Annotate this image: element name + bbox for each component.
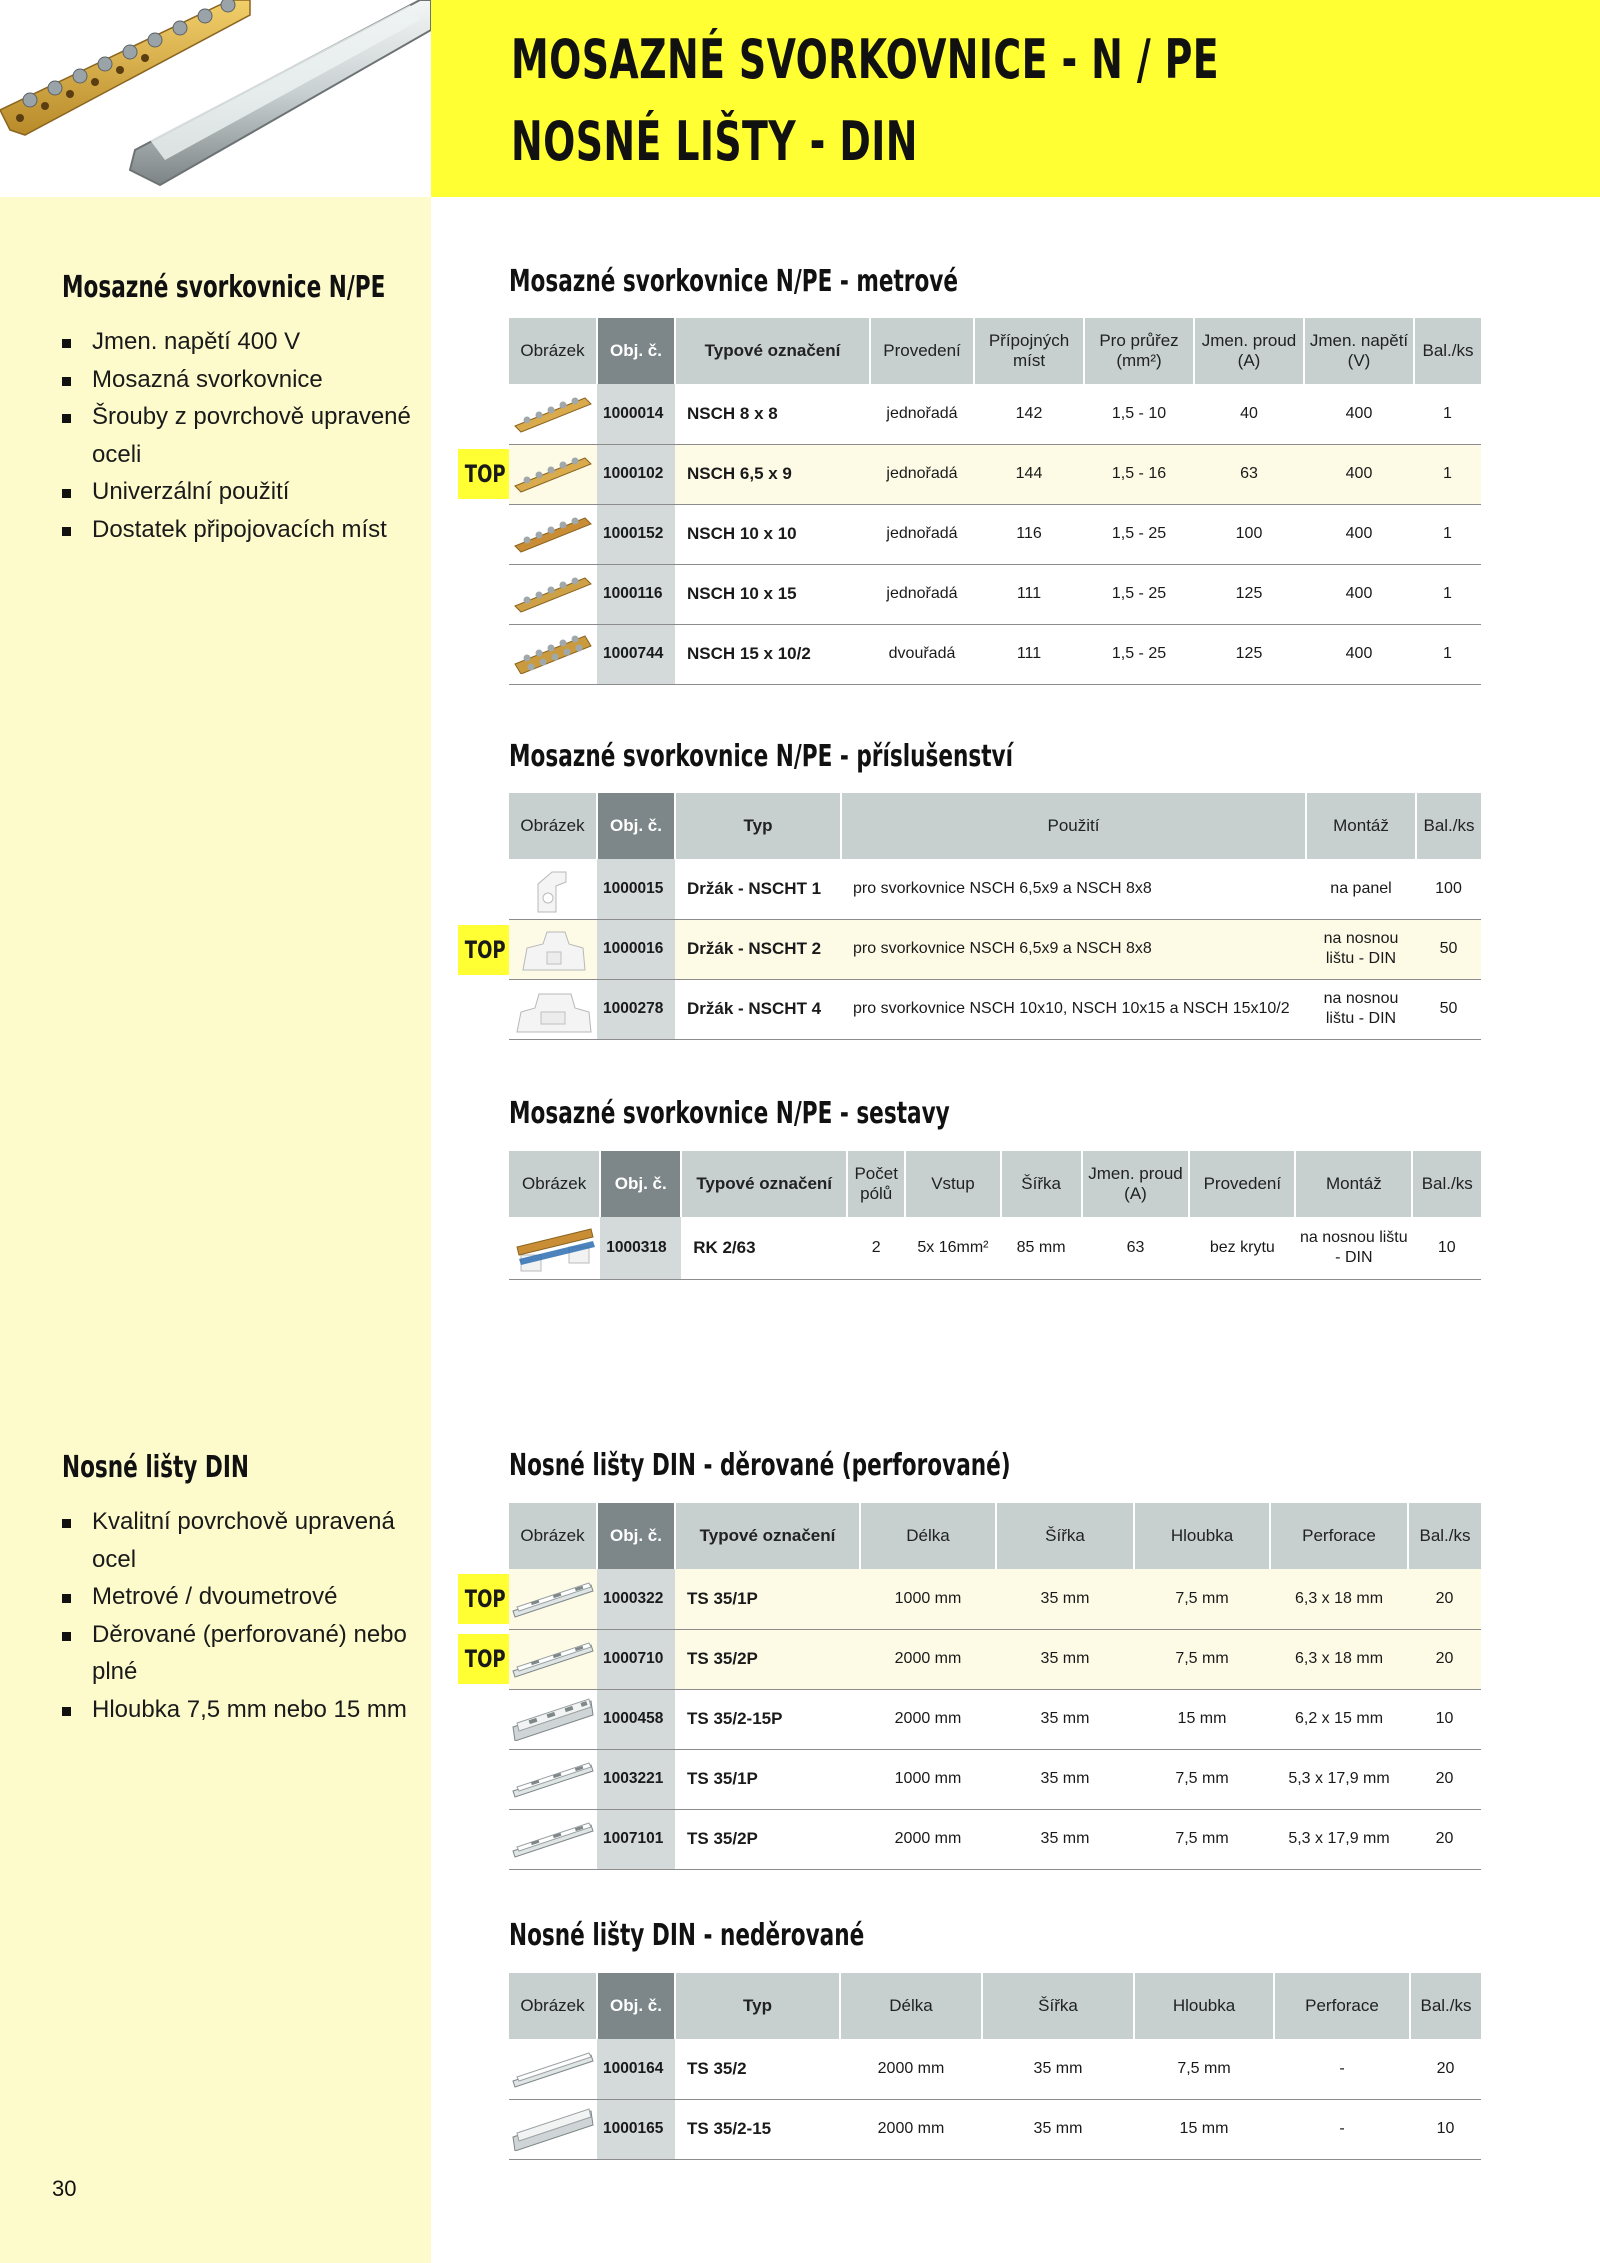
table-row — [509, 1809, 1481, 1869]
table-row — [509, 2099, 1481, 2159]
table-row — [509, 1629, 1481, 1689]
col-header: Délka — [840, 1973, 982, 2039]
table-row — [509, 1749, 1481, 1809]
section-title-sestavy: Mosazné svorkovnice N/PE - sestavy — [509, 1096, 950, 1131]
col-header: Obrázek — [509, 318, 597, 384]
bullet-item: Dostatek připojovacích míst — [62, 511, 422, 549]
cell: 7,5 mm — [1134, 1629, 1270, 1689]
col-header: Bal./ks — [1408, 1503, 1481, 1569]
type-designation: Držák - NSCHT 1 — [675, 859, 841, 919]
col-header: Šířka — [982, 1973, 1134, 2039]
col-header: Šířka — [1001, 1151, 1082, 1217]
order-number: 1000744 — [597, 624, 675, 684]
product-thumbnail — [509, 919, 597, 979]
cell: 5,3 x 17,9 mm — [1270, 1749, 1408, 1809]
cell: 6,3 x 18 mm — [1270, 1629, 1408, 1689]
col-header: Pro průřez (mm²) — [1084, 318, 1194, 384]
cell: 35 mm — [982, 2099, 1134, 2159]
cell: 6,2 x 15 mm — [1270, 1689, 1408, 1749]
col-header: Přípojných míst — [974, 318, 1084, 384]
cell: 2000 mm — [840, 2039, 982, 2099]
order-number: 1000015 — [597, 859, 675, 919]
cell: 100 — [1194, 504, 1304, 564]
din-rail-icon — [511, 1639, 595, 1679]
col-header: Obj. č. — [600, 1151, 681, 1217]
col-header: Bal./ks — [1410, 1973, 1481, 2039]
cell: 10 — [1410, 2099, 1481, 2159]
type-designation: NSCH 10 x 15 — [675, 564, 870, 624]
order-number: 1000318 — [600, 1217, 681, 1279]
table-prislusenstvi — [509, 793, 1481, 1040]
col-header: Perforace — [1270, 1503, 1408, 1569]
bullet-item: Univerzální použití — [62, 473, 422, 511]
cell: 6,3 x 18 mm — [1270, 1569, 1408, 1629]
cell: 50 — [1416, 919, 1481, 979]
cell: 100 — [1416, 859, 1481, 919]
cell: 7,5 mm — [1134, 1809, 1270, 1869]
table-row — [509, 444, 1481, 504]
bullet-item: Jmen. napětí 400 V — [62, 323, 422, 361]
col-header: Obj. č. — [597, 1973, 675, 2039]
cell: jednořadá — [870, 504, 974, 564]
product-thumbnail — [509, 2039, 597, 2099]
cell: 1 — [1414, 624, 1481, 684]
cell: 400 — [1304, 564, 1414, 624]
col-header: Obrázek — [509, 1151, 600, 1217]
product-thumbnail — [509, 564, 597, 624]
col-header: Délka — [860, 1503, 996, 1569]
order-number: 1007101 — [597, 1809, 675, 1869]
cell: jednořadá — [870, 564, 974, 624]
page-header — [431, 0, 1600, 197]
cell: 1,5 - 25 — [1084, 504, 1194, 564]
cell: 10 — [1408, 1689, 1481, 1749]
table-row — [509, 624, 1481, 684]
cell: 111 — [974, 564, 1084, 624]
col-header: Jmen. napětí (V) — [1304, 318, 1414, 384]
cell: 400 — [1304, 444, 1414, 504]
cell: jednořadá — [870, 384, 974, 444]
cell: 35 mm — [996, 1809, 1134, 1869]
type-designation: NSCH 8 x 8 — [675, 384, 870, 444]
col-header: Počet pólů — [847, 1151, 905, 1217]
product-thumbnail — [509, 1629, 597, 1689]
col-header: Šířka — [996, 1503, 1134, 1569]
cell: 2000 mm — [860, 1689, 996, 1749]
col-header: Jmen. proud (A) — [1194, 318, 1304, 384]
type-designation: TS 35/2-15P — [675, 1689, 860, 1749]
cell: 63 — [1194, 444, 1304, 504]
bullet-item: Mosazná svorkovnice — [62, 361, 422, 399]
product-thumbnail — [509, 859, 597, 919]
table-row — [509, 2039, 1481, 2099]
col-header: Bal./ks — [1414, 318, 1481, 384]
cell: na panel — [1306, 859, 1416, 919]
din-rail-solid-icon — [511, 2049, 595, 2089]
order-number: 1000458 — [597, 1689, 675, 1749]
cell: jednořadá — [870, 444, 974, 504]
cell: 1,5 - 16 — [1084, 444, 1194, 504]
cell: 142 — [974, 384, 1084, 444]
table-row — [509, 859, 1481, 919]
table-row — [509, 1569, 1481, 1629]
cell: 1000 mm — [860, 1749, 996, 1809]
cell: na nosnou lištu - DIN — [1295, 1217, 1412, 1279]
cell: pro svorkovnice NSCH 6,5x9 a NSCH 8x8 — [841, 919, 1306, 979]
hero-product-image — [0, 0, 431, 197]
cell: 85 mm — [1001, 1217, 1082, 1279]
order-number: 1000116 — [597, 564, 675, 624]
table-nederovane — [509, 1973, 1481, 2160]
cell: 10 — [1412, 1217, 1481, 1279]
terminal-bar-icon — [513, 574, 593, 614]
cell: 2000 mm — [860, 1809, 996, 1869]
cell: 116 — [974, 504, 1084, 564]
col-header: Perforace — [1274, 1973, 1410, 2039]
cell: 7,5 mm — [1134, 1749, 1270, 1809]
cell: 400 — [1304, 504, 1414, 564]
col-header: Obj. č. — [597, 793, 675, 859]
cell: 125 — [1194, 624, 1304, 684]
col-header: Vstup — [905, 1151, 1000, 1217]
section-title-metrove: Mosazné svorkovnice N/PE - metrové — [509, 264, 959, 299]
table-header-row — [509, 1151, 1481, 1217]
col-header: Provedení — [1189, 1151, 1295, 1217]
cell: 1,5 - 10 — [1084, 384, 1194, 444]
product-thumbnail — [509, 504, 597, 564]
terminal-and-rail-illustration — [0, 0, 431, 197]
col-header: Obj. č. — [597, 1503, 675, 1569]
section-title-nederovane: Nosné lišty DIN - neděrované — [509, 1918, 865, 1953]
order-number: 1000165 — [597, 2099, 675, 2159]
section-title-prislusenstvi: Mosazné svorkovnice N/PE - příslušenství — [509, 739, 1014, 774]
terminal-set-icon — [513, 1221, 597, 1275]
cell: 7,5 mm — [1134, 2039, 1274, 2099]
cell: 40 — [1194, 384, 1304, 444]
top-badge: TOP — [458, 449, 509, 499]
bullet-item: Děrované (perforované) nebo plné — [62, 1616, 422, 1691]
cell: 400 — [1304, 384, 1414, 444]
bullet-item: Šrouby z povrchově upravené oceli — [62, 398, 422, 473]
col-header: Bal./ks — [1416, 793, 1481, 859]
order-number: 1000164 — [597, 2039, 675, 2099]
product-thumbnail — [509, 624, 597, 684]
table-row — [509, 919, 1481, 979]
type-designation: Držák - NSCHT 2 — [675, 919, 841, 979]
col-header: Hloubka — [1134, 1503, 1270, 1569]
cell: 1,5 - 25 — [1084, 564, 1194, 624]
product-thumbnail — [509, 384, 597, 444]
table-row — [509, 564, 1481, 624]
cell: 125 — [1194, 564, 1304, 624]
cell: 35 mm — [996, 1629, 1134, 1689]
cell: - — [1274, 2099, 1410, 2159]
col-header: Provedení — [870, 318, 974, 384]
din-rail-icon — [511, 1579, 595, 1619]
cell: na nosnou lištu - DIN — [1306, 919, 1416, 979]
cell: 2 — [847, 1217, 905, 1279]
top-badge: TOP — [458, 1574, 509, 1624]
col-header: Obrázek — [509, 793, 597, 859]
col-header: Montáž — [1306, 793, 1416, 859]
col-header: Typ — [675, 1973, 840, 2039]
col-header: Obrázek — [509, 1503, 597, 1569]
cell: 20 — [1408, 1749, 1481, 1809]
cell: 15 mm — [1134, 1689, 1270, 1749]
col-header: Jmen. proud (A) — [1082, 1151, 1190, 1217]
product-thumbnail — [509, 1569, 597, 1629]
cell: 35 mm — [982, 2039, 1134, 2099]
order-number: 1003221 — [597, 1749, 675, 1809]
bullet-item: Kvalitní povrchově upravená ocel — [62, 1503, 422, 1578]
page-subtitle: NOSNÉ LIŠTY - DIN — [511, 110, 918, 173]
table-header-row — [509, 793, 1481, 859]
product-thumbnail — [509, 979, 597, 1039]
cell: 20 — [1408, 1629, 1481, 1689]
top-badge: TOP — [458, 1634, 509, 1684]
type-designation: TS 35/1P — [675, 1569, 860, 1629]
col-header: Obj. č. — [597, 318, 675, 384]
cell: 1 — [1414, 564, 1481, 624]
order-number: 1000278 — [597, 979, 675, 1039]
din-rail-deep-icon — [511, 1697, 595, 1741]
cell: 20 — [1408, 1809, 1481, 1869]
product-thumbnail — [509, 1217, 600, 1279]
sidebar-title-din-rails: Nosné lišty DIN — [62, 1450, 249, 1485]
cell: 1 — [1414, 504, 1481, 564]
table-header-row — [509, 1503, 1481, 1569]
sidebar-bullets-din-rails — [62, 1503, 422, 1728]
terminal-bar-icon — [513, 514, 593, 554]
type-designation: NSCH 6,5 x 9 — [675, 444, 870, 504]
order-number: 1000710 — [597, 1629, 675, 1689]
cell: 5x 16mm² — [905, 1217, 1000, 1279]
col-header: Hloubka — [1134, 1973, 1274, 2039]
cell: 2000 mm — [840, 2099, 982, 2159]
sidebar-bullets-terminals — [62, 323, 422, 548]
holder-icon — [511, 982, 595, 1036]
cell: 1 — [1414, 444, 1481, 504]
cell: 7,5 mm — [1134, 1569, 1270, 1629]
product-thumbnail — [509, 1749, 597, 1809]
product-thumbnail — [509, 444, 597, 504]
col-header: Typové označení — [675, 1503, 860, 1569]
cell: 20 — [1408, 1569, 1481, 1629]
table-sestavy — [509, 1151, 1481, 1280]
table-header-row — [509, 1973, 1481, 2039]
holder-icon — [513, 922, 593, 976]
order-number: 1000152 — [597, 504, 675, 564]
type-designation: RK 2/63 — [681, 1217, 847, 1279]
type-designation: NSCH 15 x 10/2 — [675, 624, 870, 684]
holder-icon — [518, 862, 588, 916]
type-designation: TS 35/2-15 — [675, 2099, 840, 2159]
table-row — [509, 504, 1481, 564]
terminal-bar-icon — [513, 634, 593, 674]
table-row — [509, 384, 1481, 444]
cell: 5,3 x 17,9 mm — [1270, 1809, 1408, 1869]
cell: 2000 mm — [860, 1629, 996, 1689]
cell: 400 — [1304, 624, 1414, 684]
table-row — [509, 1689, 1481, 1749]
table-metrove — [509, 318, 1481, 685]
cell: 1 — [1414, 384, 1481, 444]
section-title-derovane: Nosné lišty DIN - děrované (perforované) — [509, 1448, 1011, 1483]
cell: 144 — [974, 444, 1084, 504]
cell: 50 — [1416, 979, 1481, 1039]
table-row — [509, 979, 1481, 1039]
order-number: 1000016 — [597, 919, 675, 979]
cell: pro svorkovnice NSCH 6,5x9 a NSCH 8x8 — [841, 859, 1306, 919]
col-header: Bal./ks — [1412, 1151, 1481, 1217]
din-rail-icon — [511, 1819, 595, 1859]
order-number: 1000014 — [597, 384, 675, 444]
page-number: 30 — [52, 2176, 77, 2201]
cell: dvouřadá — [870, 624, 974, 684]
bullet-item: Hloubka 7,5 mm nebo 15 mm — [62, 1691, 422, 1729]
product-thumbnail — [509, 2099, 597, 2159]
type-designation: TS 35/2P — [675, 1809, 860, 1869]
cell: - — [1274, 2039, 1410, 2099]
col-header: Použití — [841, 793, 1306, 859]
col-header: Typové označení — [681, 1151, 847, 1217]
cell: pro svorkovnice NSCH 10x10, NSCH 10x15 a NSCH 15x10/2 — [841, 979, 1306, 1039]
cell: 35 mm — [996, 1689, 1134, 1749]
cell: 111 — [974, 624, 1084, 684]
order-number: 1000102 — [597, 444, 675, 504]
din-rail-icon — [511, 1759, 595, 1799]
cell: 15 mm — [1134, 2099, 1274, 2159]
type-designation: NSCH 10 x 10 — [675, 504, 870, 564]
table-row — [509, 1217, 1481, 1279]
type-designation: TS 35/2P — [675, 1629, 860, 1689]
terminal-bar-icon — [513, 454, 593, 494]
type-designation: TS 35/2 — [675, 2039, 840, 2099]
col-header: Obrázek — [509, 1973, 597, 2039]
table-derovane — [509, 1503, 1481, 1870]
product-thumbnail — [509, 1809, 597, 1869]
cell: na nosnou lištu - DIN — [1306, 979, 1416, 1039]
page-title: MOSAZNÉ SVORKOVNICE - N / PE — [511, 28, 1220, 91]
cell: 1,5 - 25 — [1084, 624, 1194, 684]
bullet-item: Metrové / dvoumetrové — [62, 1578, 422, 1616]
product-thumbnail — [509, 1689, 597, 1749]
cell: 63 — [1082, 1217, 1190, 1279]
col-header: Typové označení — [675, 318, 870, 384]
top-badge: TOP — [458, 925, 509, 975]
type-designation: TS 35/1P — [675, 1749, 860, 1809]
cell: 35 mm — [996, 1749, 1134, 1809]
order-number: 1000322 — [597, 1569, 675, 1629]
col-header: Typ — [675, 793, 841, 859]
cell: bez krytu — [1189, 1217, 1295, 1279]
cell: 35 mm — [996, 1569, 1134, 1629]
type-designation: Držák - NSCHT 4 — [675, 979, 841, 1039]
col-header: Montáž — [1295, 1151, 1412, 1217]
din-rail-solid-deep-icon — [511, 2107, 595, 2151]
table-header-row — [509, 318, 1481, 384]
terminal-bar-icon — [513, 394, 593, 434]
cell: 20 — [1410, 2039, 1481, 2099]
cell: 1000 mm — [860, 1569, 996, 1629]
sidebar-title-terminals: Mosazné svorkovnice N/PE — [62, 270, 386, 305]
